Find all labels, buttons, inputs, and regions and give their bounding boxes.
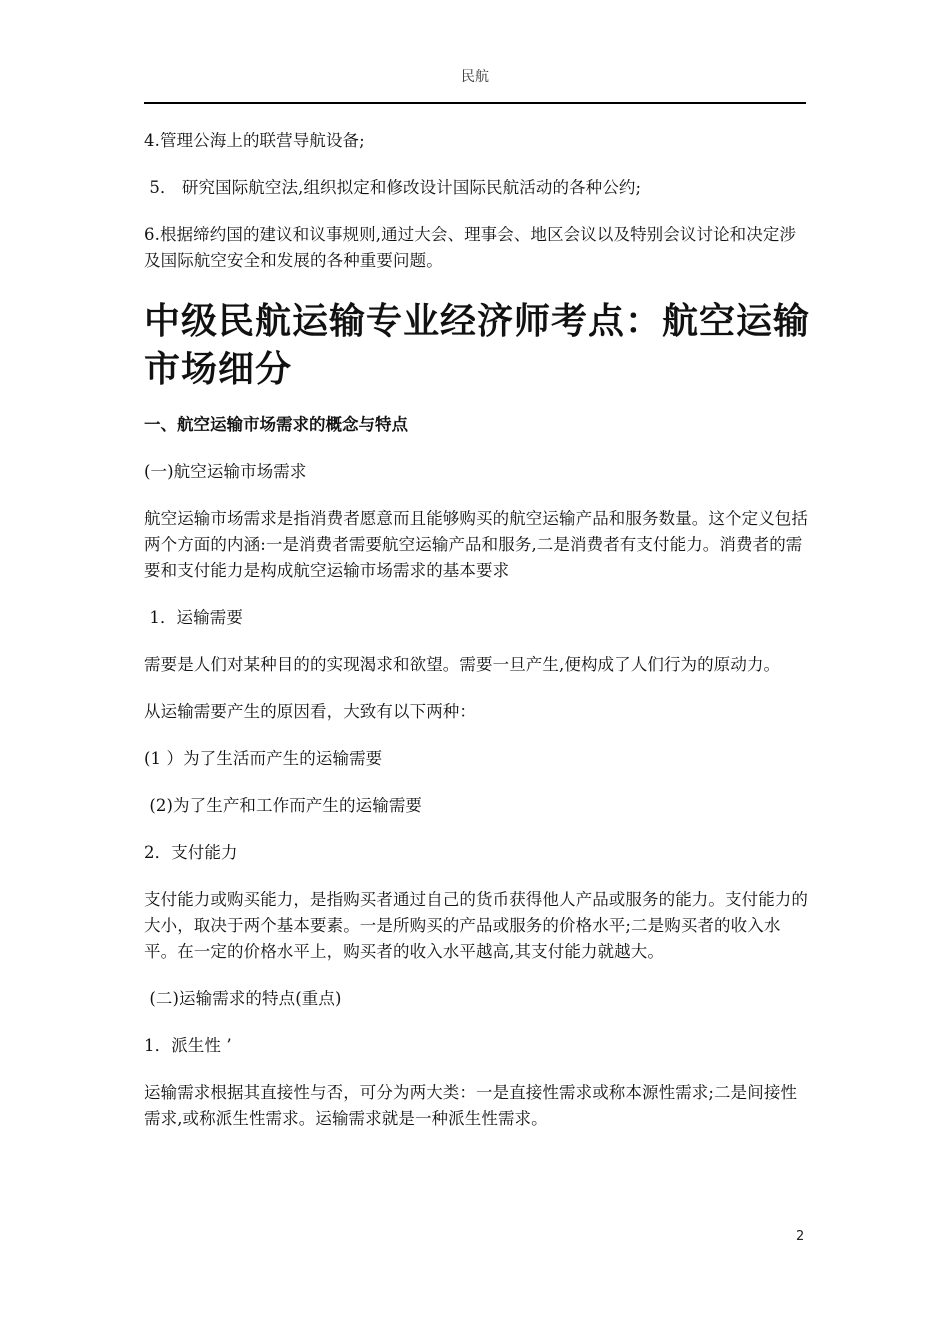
header-rule: [144, 102, 806, 104]
reason-1: (1 ）为了生活而产生的运输需要: [144, 749, 383, 768]
derived-paragraph: 运输需求根据其直接性与否，可分为两大类：一是直接性需求或称本源性需求;二是间接性需求,或称派生性需求。运输需求就是一种派生性需求。: [144, 1083, 798, 1128]
list-item-4: 4.管理公海上的联营导航设备;: [144, 131, 365, 150]
item-transport-need: 1．运输需要: [144, 608, 243, 627]
document-body: [144, 124, 812, 1132]
article-title: 中级民航运输专业经济师考点：航空运输市场细分: [144, 301, 811, 390]
payment-paragraph: 支付能力或购买能力，是指购买者通过自己的货币获得他人产品或服务的能力。支付能力的大小，取决于两个基本要素。一是所购买的产品或服务的价格水平;二是购买者的收入水平。在一定的价格水平上，购买者的收入水平越高,其支付能力就越大。: [144, 890, 808, 961]
subsection-heading-2: (二)运输需求的特点(重点): [144, 989, 342, 1008]
definition-paragraph: 航空运输市场需求是指消费者愿意而且能够购买的航空运输产品和服务数量。这个定义包括两个方面的内涵:一是消费者需要航空运输产品和服务,二是消费者有支付能力。消费者的需要和支付能力是构成航空运输市场需求的基本要求: [144, 509, 808, 580]
item-payment-ability: 2．支付能力: [144, 843, 238, 862]
need-paragraph: 需要是人们对某种目的的实现渴求和欲望。需要一旦产生,便构成了人们行为的原动力。: [144, 655, 781, 674]
reason-2: (2)为了生产和工作而产生的运输需要: [144, 796, 423, 815]
subsection-heading-1: (一)航空运输市场需求: [144, 462, 307, 481]
reasons-paragraph: 从运输需要产生的原因看，大致有以下两种：: [144, 702, 476, 721]
item-derived: 1．派生性 ’: [144, 1036, 232, 1055]
list-item-5: 5． 研究国际航空法,组织拟定和修改设计国际民航活动的各种公约;: [144, 178, 642, 197]
page-header: 民航: [461, 69, 489, 85]
list-item-6: 6.根据缔约国的建议和议事规则,通过大会、理事会、地区会议以及特别会议讨论和决定涉及国际航空安全和发展的各种重要问题。: [144, 225, 797, 270]
section-heading-1: 一、航空运输市场需求的概念与特点: [144, 415, 408, 434]
page-number: 2: [796, 1229, 805, 1244]
